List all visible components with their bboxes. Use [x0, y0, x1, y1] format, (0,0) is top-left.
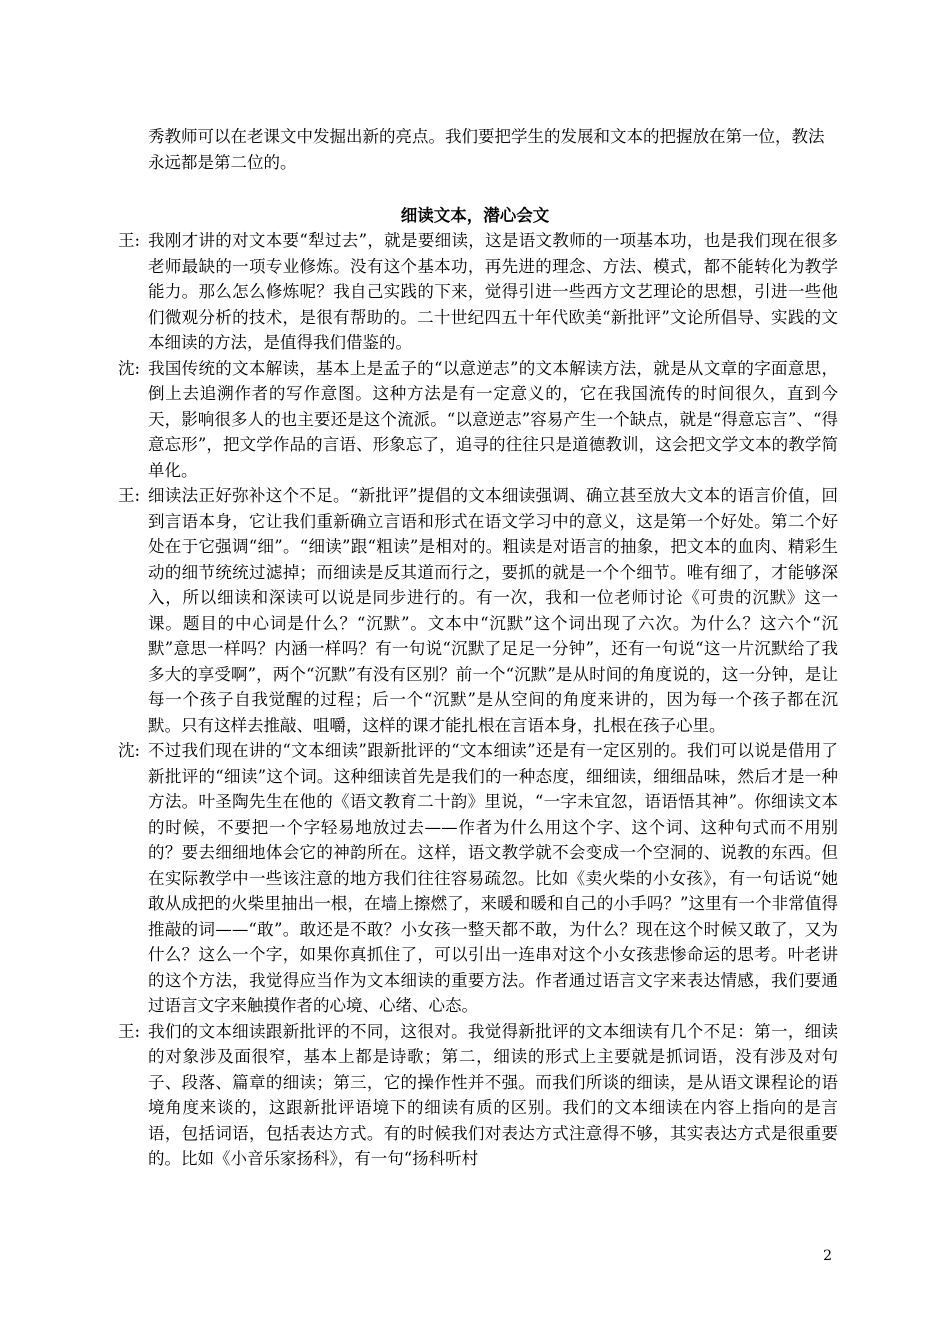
speaker-label: 王:: [118, 1021, 141, 1041]
speech-text: 我们的文本细读跟新批评的不同，这很对。我觉得新批评的文本细读有几个不足：第一，细读的对象涉及面很窄，基本上都是诗歌；第二，细读的形式上主要就是抓词语，没有涉及对句子、段落、篇章的细读；第三，它的操作性并不强。而我们所谈的细读，是从语文课程论的语境角度来谈的，这跟新批评语境下的细读有质的区别。我们的文本细读在内容上指向的是言语，包括词语，包括表达方式。有的时候我们对表达方式注意得不够，其实表达方式是很重要的。比如《小音乐家扬科》，有一句“扬科听村: [148, 1021, 838, 1168]
section-heading: 细读文本，潜心会文: [400, 206, 550, 225]
dialog-turn: [118, 738, 838, 1019]
speaker-label: 沈:: [118, 358, 141, 378]
intro-paragraph: 秀教师可以在老课文中发掘出新的亮点。我们要把学生的发展和文本的把握放在第一位，教法永远都是第二位的。: [148, 127, 825, 172]
dialog-turn: [118, 356, 838, 484]
speaker-label: 沈:: [118, 741, 141, 760]
speech-text: 不过我们现在讲的“文本细读”跟新批评的“文本细读”还是有一定区别的。我们可以说是借用了新批评的“细读”这个词。这种细读首先是我们的一种态度，细细读，细细品味，然后才是一种方法。叶圣陶先生在他的《语文教育二十韵》里说，“一字未宜忽，语语悟其神”。你细读文本的时候，不要把一个字轻易地放过去——作者为什么用这个字、这个词、这种句式而不用别的？要去细细地体会它的神韵所在。这样，语文教学就不会变成一个空洞的、说教的东西。但在实际教学中一些该注意的地方我们往往容易疏忽。比如《卖火柴的小女孩》，有一句话说“她敢从成把的火柴里抽出一根，在墙上擦燃了，来暖和暖和自己的小手吗？”这里有一个非常值得推敲的词——“敢”。敢还是不敢？小女孩一整天都不敢，为什么？现在这个时候又敢了，又为什么？这么一个字，如果你真抓住了，可以引出一连串对这个小女孩悲惨命运的思考。叶老讲的这个方法，我觉得应当作为文本细读的重要方法。作者通过语言文字来表达情感，我们要通过语言文字来触摸作者的心境、心绪、心态。: [148, 741, 838, 1015]
dialog-turn: [118, 228, 838, 356]
dialog-turn: [118, 483, 838, 738]
speech-text: 细读法正好弥补这个不足。“新批评”提倡的文本细读强调、确立甚至放大文本的语言价值，回到言语本身，它让我们重新确立言语和形式在语文学习中的意义，这是第一个好处。第二个好处在于它强调“细”。“细读”跟“粗读”是相对的。粗读是对语言的抽象，把文本的血肉、精彩生动的细节统统过滤掉；而细读是反其道而行之，要抓的就是一个个细节。唯有细了，才能够深入，所以细读和深读可以说是同步进行的。有一次，我和一位老师讨论《可贵的沉默》这一课。题目的中心词是什么？“沉默”。文本中“沉默”这个词出现了六次。为什么？这六个“沉默”意思一样吗？内涵一样吗？有一句说“沉默了足足一分钟”，还有一句说“这一片沉默给了我多大的享受啊”，两个“沉默”有没有区别？前一个“沉默”是从时间的角度说的，这一分钟，是让每一个孩子自我觉醒的过程；后一个“沉默”是从空间的角度来讲的，因为每一个孩子都在沉默。只有这样去推敲、咀嚼，这样的课才能扎根在言语本身，扎根在孩子心里。: [148, 486, 838, 735]
page-number: 2: [823, 1248, 832, 1264]
speaker-label: 王:: [118, 486, 141, 505]
dialog-body: [118, 228, 838, 1172]
speech-text: 我刚才讲的对文本要“犁过去”，就是要细读，这是语文教师的一项基本功，也是我们现在很多老师最缺的一项专业修炼。没有这个基本功，再先进的理念、方法、模式，都不能转化为教学能力。那么怎么修炼呢？我自己实践的下来，觉得引进一些西方文艺理论的思想，引进一些他们微观分析的技术，是很有帮助的。二十世纪四五十年代欧美“新批评”文论所倡导、实践的文本细读的方法，是值得我们借鉴的。: [148, 231, 838, 352]
speech-text: 我国传统的文本解读，基本上是孟子的“以意逆志”的文本解读方法，就是从文章的字面意思，倒上去追溯作者的写作意图。这种方法是有一定意义的，它在我国流传的时间很久，直到今天，影响很多人的也主要还是这个流派。“以意逆志”容易产生一个缺点，就是“得意忘言”、“得意忘形”，把文学作品的言语、形象忘了，追寻的往往只是道德教训，这会把文学文本的教学简单化。: [148, 358, 838, 480]
speaker-label: 王:: [118, 231, 141, 250]
dialog-turn: [118, 1019, 838, 1172]
